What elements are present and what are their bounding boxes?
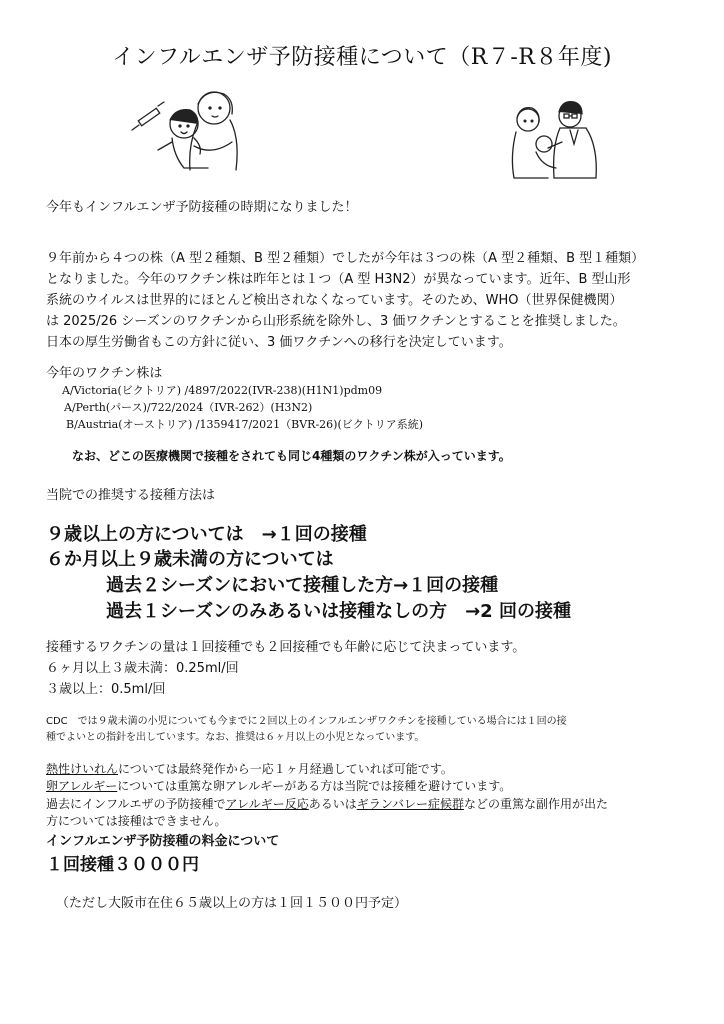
strain-item: B/Austria(オーストリア) /1359417/2021（BVR-26)(ビクトリア系統) <box>66 418 424 431</box>
fee-senior-note: （ただし大阪市在住６５歳以上の方は１回１５００円予定） <box>56 896 408 911</box>
paragraph-line: は 2025/26 シーズンのワクチンから山形系統を除外し、3 価ワクチンとすることを推奨しました。 <box>46 314 626 329</box>
page-title: インフルエンザ予防接種について（R７-R８年度) <box>112 45 612 70</box>
adverse-text: あるいは <box>308 797 357 811</box>
paragraph-line: ９年前から４つの株（A 型２種類、B 型２種類）でしたが今年は３つの株（A 型２種類、B 型１種類） <box>46 251 645 266</box>
egg-allergy-term: 卵アレルギー <box>46 779 118 793</box>
egg-allergy-note <box>46 777 511 794</box>
intro-text: 今年もインフルエンザ予防接種の時期になりました！ <box>46 200 358 215</box>
paragraph-line: 日本の厚生労働省もこの方針に従い、3 価ワクチンへの移行を決定しています。 <box>46 335 512 350</box>
adverse-reaction-note-cont: 方については接種はできません。 <box>46 814 227 828</box>
strain-item: A/Perth(パース)/722/2024（IVR-262）(H3N2) <box>64 401 313 414</box>
vaccination-illustration-right <box>502 96 602 186</box>
schedule-line-over9: ９歳以上の方については →１回の接種 <box>46 524 367 545</box>
schedule-line-one-season: 過去１シーズンのみあるいは接種なしの方 →2 回の接種 <box>106 601 571 622</box>
schedule-line-under9: ６か月以上９歳未満の方については <box>46 549 334 570</box>
dose-under3: ６ヶ月以上３歳未満：0.25ml/回 <box>46 661 239 676</box>
fee-heading: インフルエンザ予防接種の料金について <box>46 834 280 849</box>
vaccination-illustration-left <box>128 84 248 174</box>
febrile-seizure-text: については最終発作から一応１ヶ月経過していれば可能です。 <box>118 762 453 776</box>
same-strains-note: なお、どこの医療機関で接種をされても同じ4種類のワクチン株が入っています。 <box>72 449 511 463</box>
cdc-guideline: CDC では９歳未満の小児についても今までに２回以上のインフルエンザワクチンを接種している場合には１回の接 <box>46 716 567 727</box>
dose-over3: ３歳以上：0.5ml/回 <box>46 682 166 697</box>
adverse-text: 過去にインフルエザの予防接種で <box>46 797 226 811</box>
egg-allergy-text: については重篤な卵アレルギーがある方は当院では接種を避けています。 <box>117 779 512 793</box>
paragraph-line: 系統のウイルスは世界的にほとんど検出されなくなっています。そのため、WHO（世界保健機関） <box>46 293 623 308</box>
strains-heading: 今年のワクチン株は <box>46 366 163 381</box>
dose-text: 接種するワクチンの量は１回接種でも２回接種でも年齢に応じて決まっています。 <box>46 640 526 655</box>
cdc-guideline: 種でよいとの指針を出しています。なお、推奨は６ヶ月以上の小児となっています。 <box>46 732 425 743</box>
adverse-text: などの重篤な副作用が出た <box>463 797 608 811</box>
adverse-reaction-note <box>46 795 608 812</box>
strain-item: A/Victoria(ビクトリア) /4897/2022(IVR-238)(H1N1)pdm09 <box>62 384 383 397</box>
febrile-seizure-note <box>46 760 453 777</box>
syringe-icon <box>132 102 164 130</box>
paragraph-line: となりました。今年のワクチン株は昨年とは１つ（A 型 H3N2）が異なっています。近年、B 型山形 <box>46 272 631 287</box>
allergic-reaction-term: アレルギー反応 <box>225 797 309 811</box>
febrile-seizure-term: 熱性けいれん <box>46 762 119 776</box>
fee-price: １回接種３０００円 <box>46 855 199 875</box>
method-heading: 当院での推奨する接種方法は <box>46 488 216 503</box>
schedule-line-two-seasons: 過去２シーズンにおいて接種した方→１回の接種 <box>106 575 499 596</box>
guillain-barre-term: ギランバレー症候群 <box>356 797 464 811</box>
